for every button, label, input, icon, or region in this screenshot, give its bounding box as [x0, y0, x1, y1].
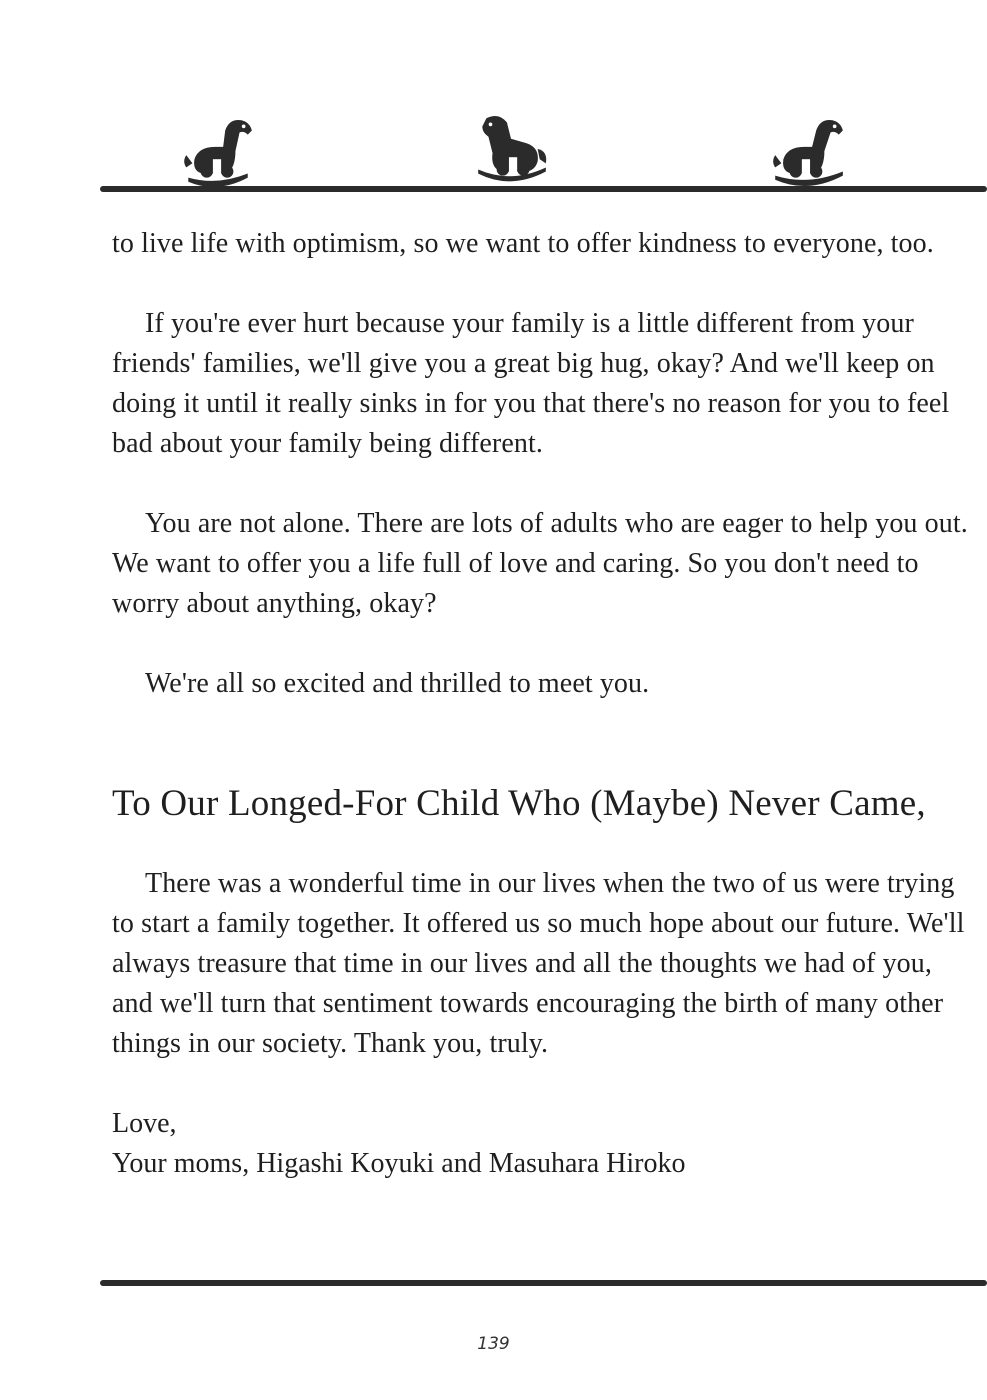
paragraph-continuation: to live life with optimism, so we want to offer kindness to everyone, too.	[112, 228, 934, 259]
paragraph-wonderful-time: There was a wonderful time in our lives when the two of us were trying to start a family together. It offered us so much hope about our future. We'll always treasure that time in our lives and all the thoughts we had of you, and we'll turn that sentiment towards encouraging the birth of many other things in our society. Thank you, truly.	[112, 868, 965, 1059]
header-decoration	[0, 108, 987, 190]
rocking-horse-icon	[767, 110, 849, 192]
letter-heading: To Our Longed-For Child Who (Maybe) Never Came,	[112, 783, 926, 824]
page-number: 139	[477, 1334, 510, 1354]
paragraph-excited: We're all so excited and thrilled to meet you.	[145, 668, 650, 699]
top-divider	[100, 186, 987, 192]
rocking-horse-icon	[176, 110, 258, 192]
page-body	[112, 224, 972, 1184]
closing-line: Love,	[112, 1108, 177, 1139]
signature-line: Your moms, Higashi Koyuki and Masuhara Hiroko	[112, 1148, 686, 1179]
rocking-horse-icon	[470, 108, 552, 190]
bottom-divider	[100, 1280, 987, 1286]
paragraph-hug: If you're ever hurt because your family is a little different from your friends' families, we'll give you a great big hug, okay? And we'll keep on doing it until it really sinks in for you that there's no reason for you to feel bad about your family being different.	[112, 308, 950, 459]
paragraph-not-alone: You are not alone. There are lots of adults who are eager to help you out. We want to offer you a life full of love and caring. So you don't need to worry about anything, okay?	[112, 508, 968, 619]
